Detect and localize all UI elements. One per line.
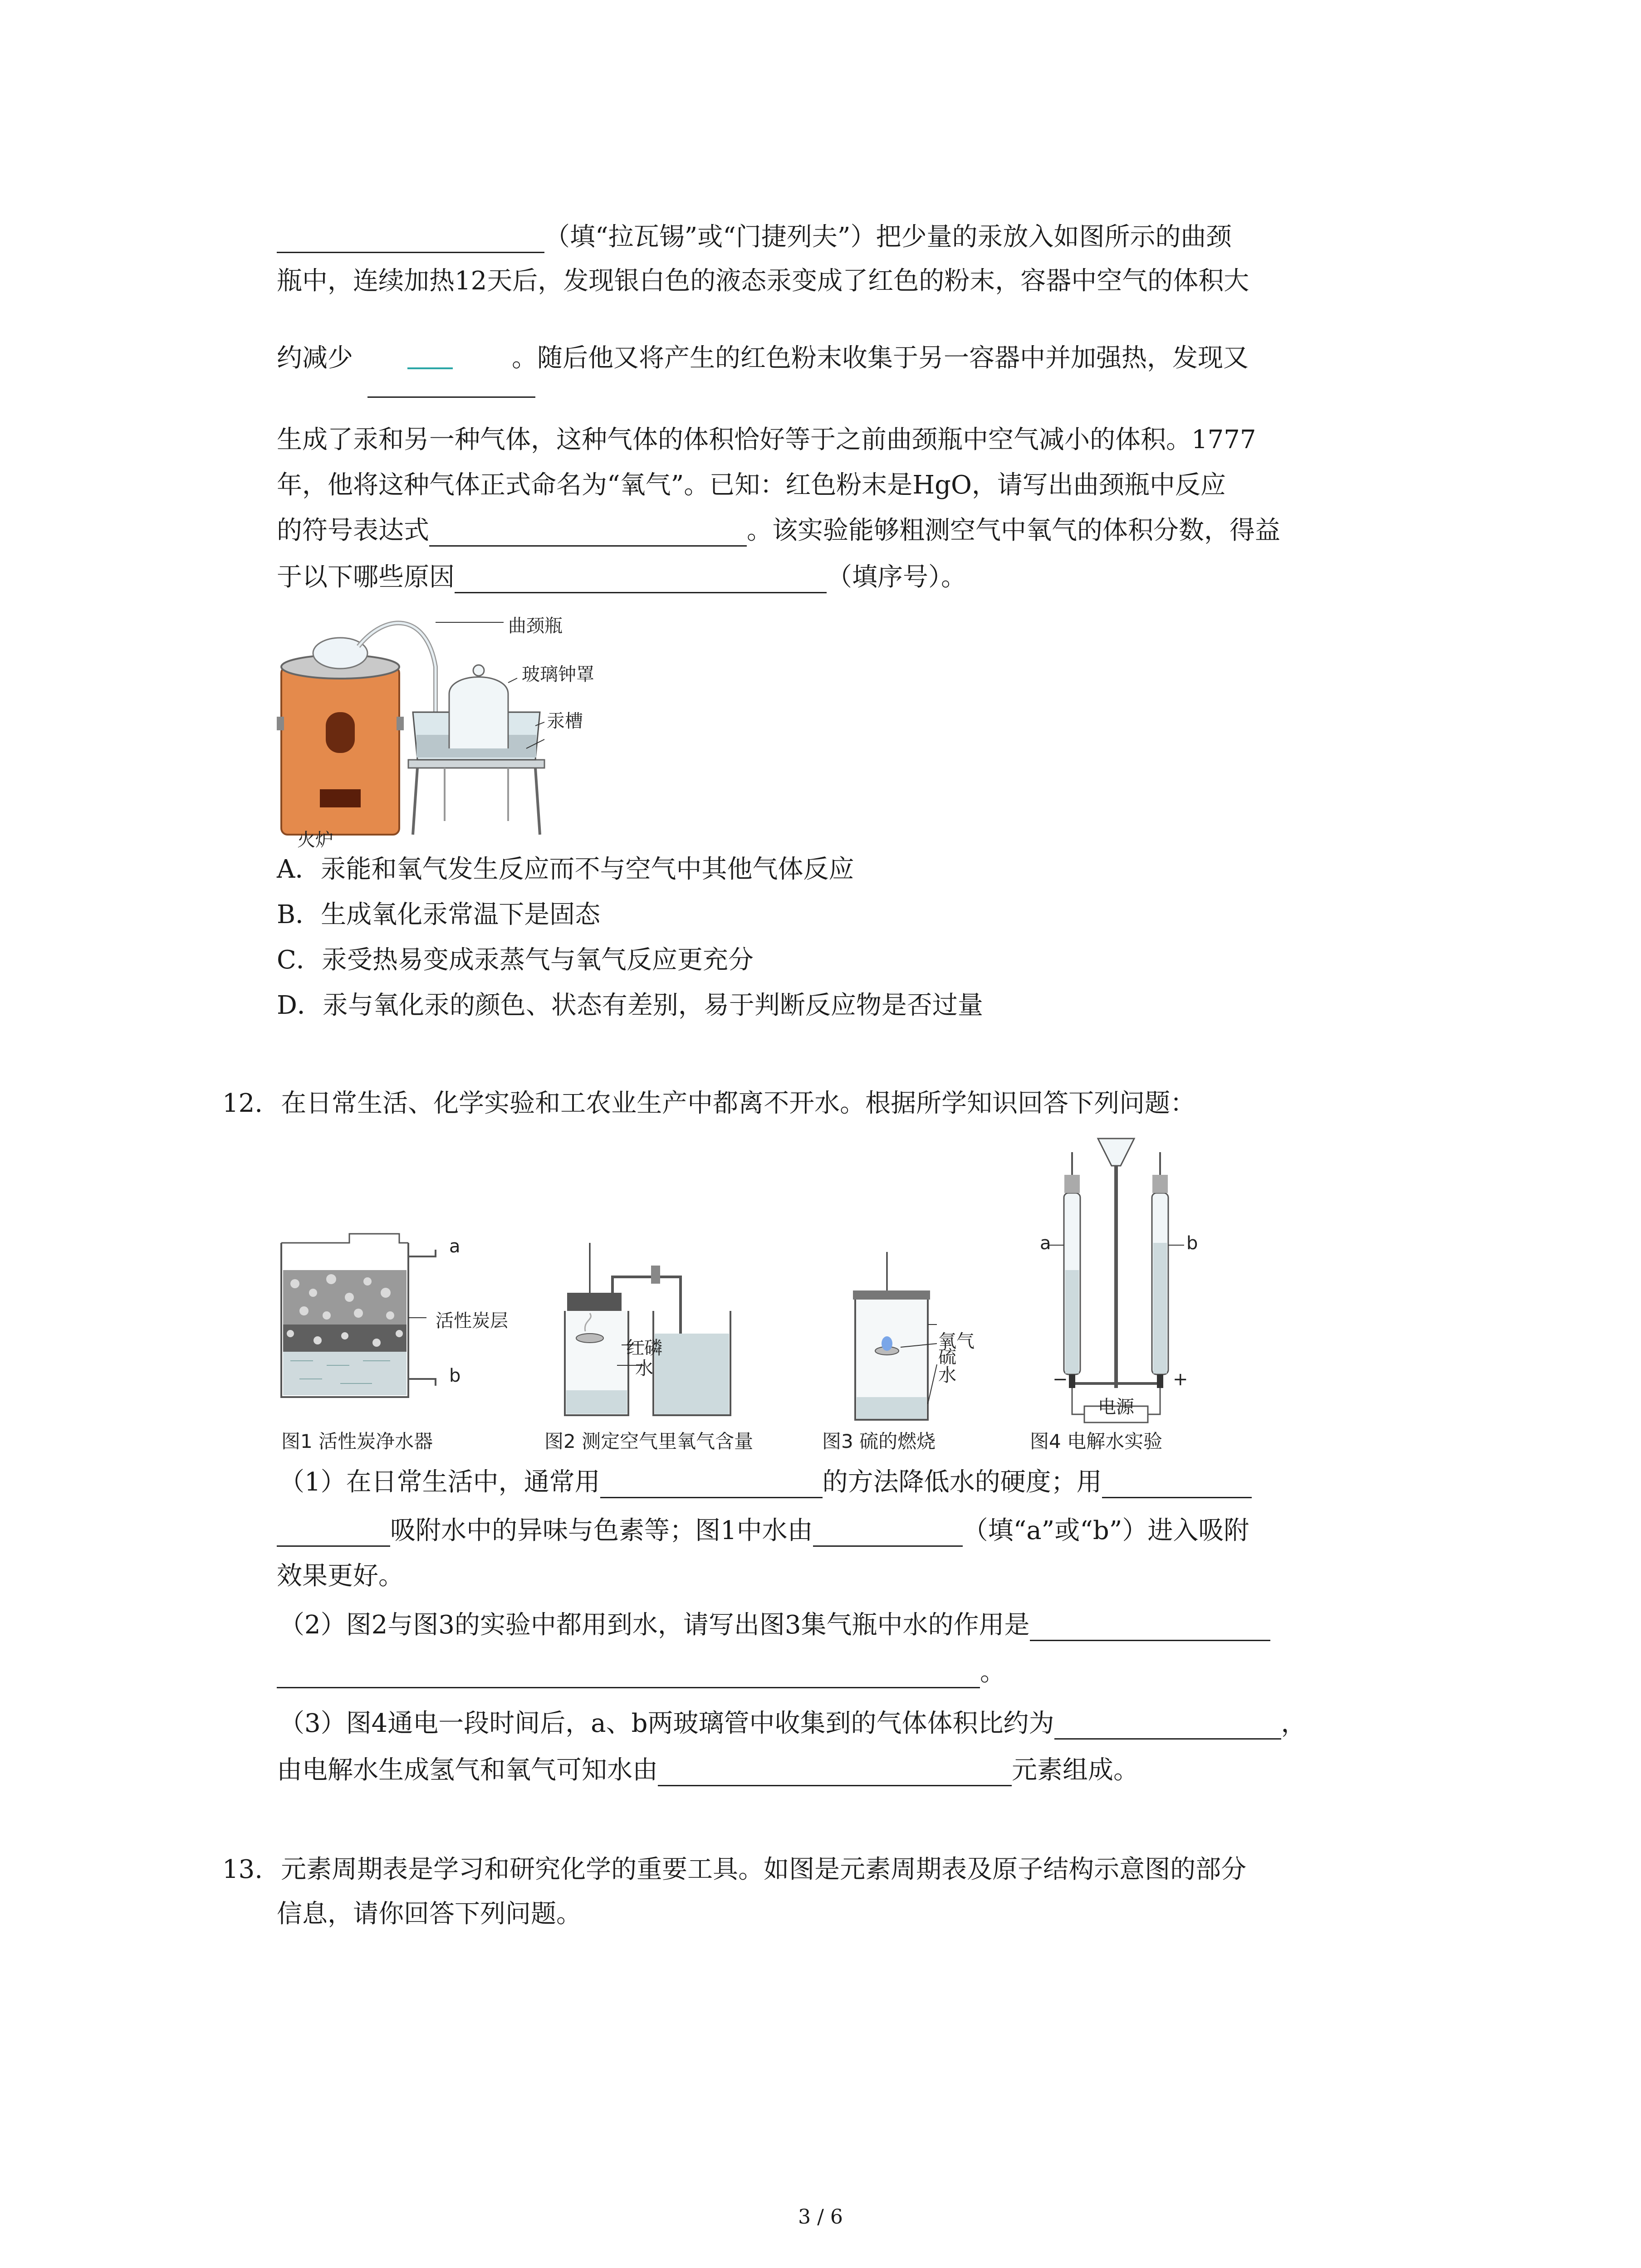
- answer-blank-reasons[interactable]: [455, 569, 827, 593]
- answer-blank-inlet[interactable]: [813, 1523, 963, 1547]
- q12-p2-line-2: 。: [277, 1657, 1005, 1688]
- fig1-caption: 图1 活性炭净水器: [281, 1430, 433, 1452]
- fig3-label-oxygen: 氧气: [938, 1331, 975, 1352]
- label-trough: 汞槽: [547, 711, 583, 732]
- q12-p1-line-3: 效果更好。: [277, 1561, 404, 1591]
- fig4-caption: 图4 电解水实验: [1030, 1430, 1163, 1452]
- option-c: C．汞受热易变成汞蒸气与氧气反应更充分: [277, 945, 754, 975]
- q12-p1-line-2: 吸附水中的异味与色素等；图1中水由 （填“a”或“b”）进入吸附: [277, 1515, 1249, 1547]
- answer-blank-equation[interactable]: [429, 523, 747, 547]
- q12-p3-line-2: 由电解水生成氢气和氧气可知水由 元素组成。: [277, 1755, 1139, 1786]
- fig2-label-water: 水: [635, 1358, 653, 1379]
- fig2-label-phosphorus: 红磷: [626, 1338, 662, 1359]
- q12-p1-line-1: （1）在日常生活中，通常用 的方法降低水的硬度；用: [279, 1466, 1252, 1498]
- fig1-label-b: b: [449, 1365, 461, 1386]
- fig2-caption: 图2 测定空气里氧气含量: [544, 1430, 754, 1452]
- answer-blank-volume[interactable]: [407, 351, 453, 369]
- q11-line-2: 瓶中，连续加热12天后，发现银白色的液态汞变成了红色的粉末，容器中空气的体积大: [277, 266, 1249, 296]
- answer-blank-water-role-a[interactable]: [1030, 1617, 1270, 1641]
- page-number: 3 / 6: [798, 2205, 843, 2229]
- fig3-label-sulfur: 硫: [938, 1347, 956, 1368]
- fig3-label-water: 水: [938, 1365, 956, 1386]
- fig4-label-minus: −: [1053, 1369, 1068, 1390]
- fig1-label-a: a: [449, 1236, 460, 1257]
- q13-line-2: 信息，请你回答下列问题。: [277, 1899, 582, 1929]
- q11-line-6: 的符号表达式 。该实验能够粗测空气中氧气的体积分数，得益: [277, 515, 1280, 547]
- label-bell-jar: 玻璃钟罩: [522, 664, 594, 685]
- option-b: B．生成氧化汞常温下是固态: [277, 900, 601, 929]
- figure-2-oxygen-measurement: [540, 1234, 776, 1424]
- fig1-label-layer: 活性炭层: [436, 1310, 508, 1331]
- answer-blank-softening[interactable]: [600, 1474, 823, 1498]
- q11-line-3: 约减少 。随后他又将产生的红色粉末收集于另一容器中并加强热，发现又: [277, 343, 1249, 373]
- answer-blank-water-role-b[interactable]: [277, 1664, 980, 1688]
- q12-p2-line-1: （2）图2与图3的实验中都用到水，请写出图3集气瓶中水的作用是: [279, 1609, 1270, 1641]
- answer-blank-gas[interactable]: [367, 395, 535, 398]
- fig4-label-a: a: [1040, 1233, 1051, 1254]
- q11-line-1: （填“拉瓦锡”或“门捷列夫”）把少量的汞放入如图所示的曲颈: [277, 221, 1232, 253]
- q12-p3-line-1: （3）图4通电一段时间后，a、b两玻璃管中收集到的气体体积比约为 ，: [279, 1708, 1307, 1740]
- answer-blank-volume-ratio[interactable]: [1054, 1716, 1281, 1740]
- label-furnace: 火炉: [297, 830, 333, 850]
- figure-1-carbon-purifier: [272, 1225, 463, 1424]
- option-a: A．汞能和氧气发生反应而不与空气中其他气体反应: [277, 855, 854, 884]
- q11-line-7: 于以下哪些原因 （填序号）。: [277, 562, 966, 593]
- answer-blank-elements[interactable]: [658, 1762, 1012, 1786]
- fig3-caption: 图3 硫的燃烧: [822, 1430, 936, 1452]
- answer-blank-scientist[interactable]: [277, 229, 544, 253]
- option-d: D．汞与氧化汞的颜色、状态有差别，易于判断反应物是否过量: [277, 991, 983, 1020]
- q11-line-5: 年，他将这种气体正式命名为“氧气”。已知：红色粉末是HgO，请写出曲颈瓶中反应: [277, 470, 1226, 500]
- q11-line-4: 生成了汞和另一种气体，这种气体的体积恰好等于之前曲颈瓶中空气减小的体积。1777: [277, 425, 1256, 455]
- fig4-label-plus: +: [1173, 1369, 1188, 1390]
- fig4-label-power: 电源: [1098, 1397, 1134, 1418]
- q13-line-1: 13. 元素周期表是学习和研究化学的重要工具。如图是元素周期表及原子结构示意图的部分: [222, 1855, 1247, 1884]
- answer-blank-adsorbent-b[interactable]: [277, 1523, 390, 1547]
- q12-stem: 12. 在日常生活、化学实验和工农业生产中都离不开水。根据所学知识回答下列问题：: [222, 1089, 1196, 1118]
- fig4-label-b: b: [1186, 1233, 1198, 1254]
- label-flask: 曲颈瓶: [508, 616, 563, 636]
- answer-blank-adsorbent-a[interactable]: [1102, 1474, 1252, 1498]
